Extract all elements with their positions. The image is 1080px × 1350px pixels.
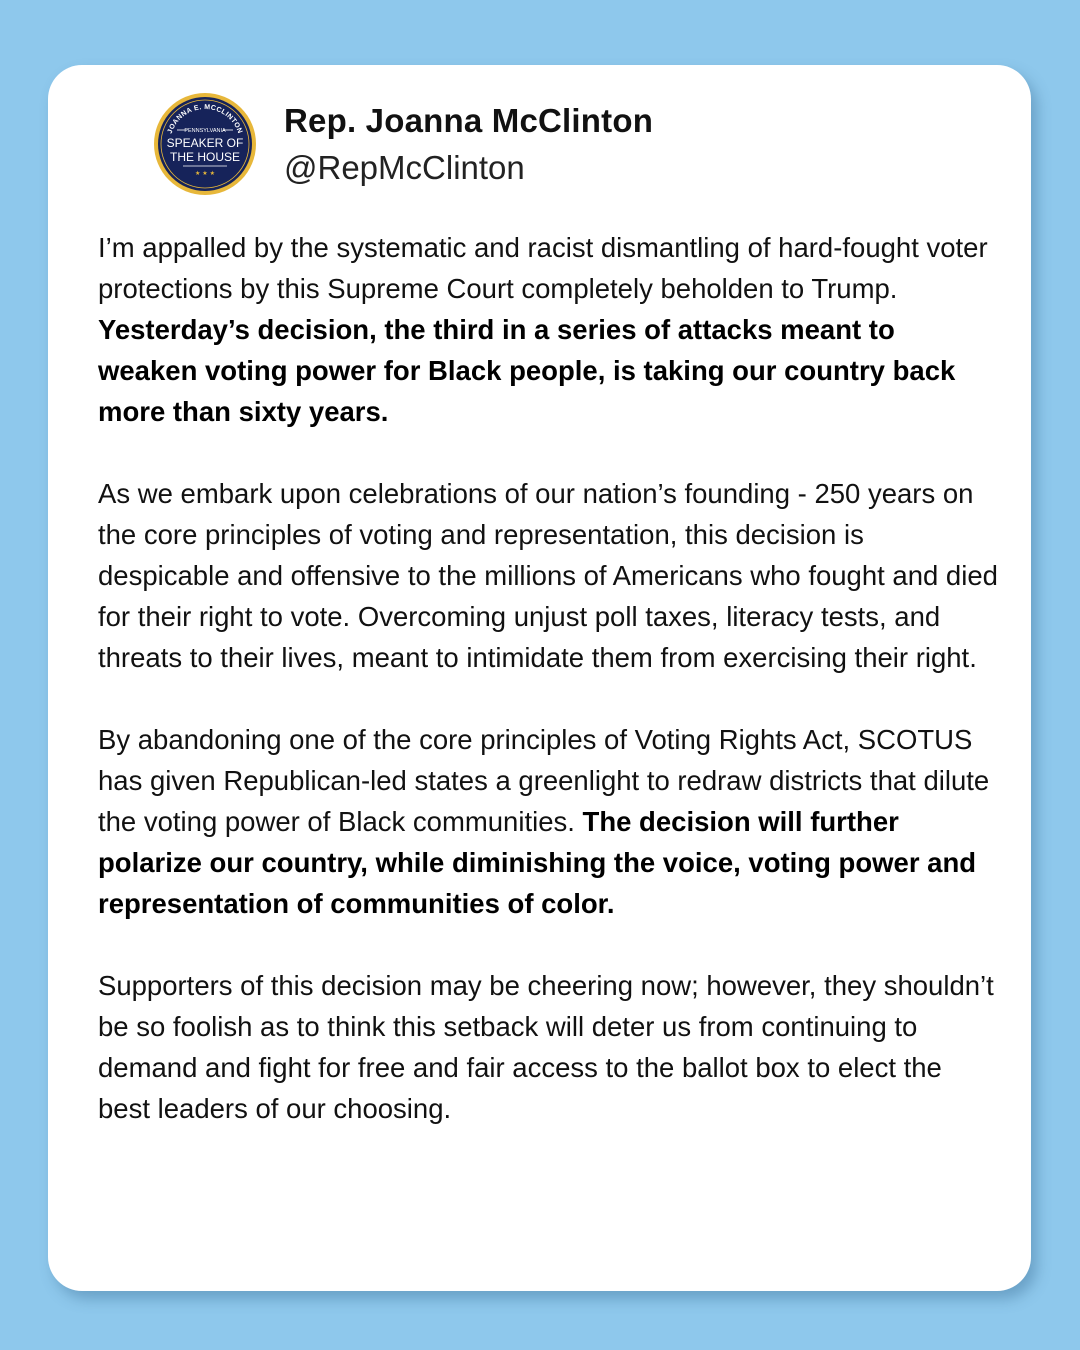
post-paragraph-2: [98, 473, 998, 678]
seal-stars: ★ ★ ★: [195, 170, 215, 177]
seal-ring-text: JOANNA E. MCCLINTON: [166, 103, 244, 135]
author-handle[interactable]: @RepMcClinton: [284, 148, 525, 186]
post-paragraph-3: [98, 719, 998, 924]
paragraph-normal-text: Supporters of this decision may be cheering now; however, they shouldn’t be so foolish as to think this setback will deter us from continuing to demand and fight for free and fair access to the ballot box to elect the best leaders of our choosing.: [98, 970, 994, 1124]
post-paragraph-1: [98, 227, 998, 432]
post-body: [98, 227, 998, 1129]
author-names: [284, 99, 653, 190]
seal-line2-text: THE HOUSE: [169, 150, 241, 164]
paragraph-normal-text: As we embark upon celebrations of our nation’s founding - 250 years on the core principles of voting and representation, this decision is despicable and offensive to the millions of Americans who fought and died for their right to vote. Overcoming unjust poll taxes, literacy tests, and threats to their lives, meant to intimidate them from exercising their right.: [98, 478, 998, 673]
avatar[interactable]: [153, 92, 257, 196]
seal-state-text: PENNSYLVANIA: [184, 128, 226, 134]
paragraph-normal-text: I’m appalled by the systematic and racist dismantling of hard-fought voter protections by this Supreme Court completely beholden to Trump.: [98, 232, 988, 304]
author-display-name[interactable]: Rep. Joanna McClinton: [284, 101, 654, 139]
speaker-seal-logo: [153, 92, 257, 196]
paragraph-normal-text: By abandoning one of the core principles of Voting Rights Act, SCOTUS has given Republican-led states a greenlight to redraw districts that dilute the voting power of Black communities.: [98, 724, 990, 837]
paragraph-bold-text: The decision will further polarize our country, while diminishing the voice, voting power and representation of communities of color.: [98, 806, 977, 919]
post-paragraph-4: [98, 965, 998, 1129]
paragraph-bold-text: Yesterday’s decision, the third in a series of attacks meant to weaken voting power for Black people, is taking our country back more than sixty years.: [98, 314, 956, 427]
post-card: [48, 65, 1031, 1291]
post-header: [153, 92, 653, 196]
seal-line1-text: SPEAKER OF: [166, 136, 244, 150]
